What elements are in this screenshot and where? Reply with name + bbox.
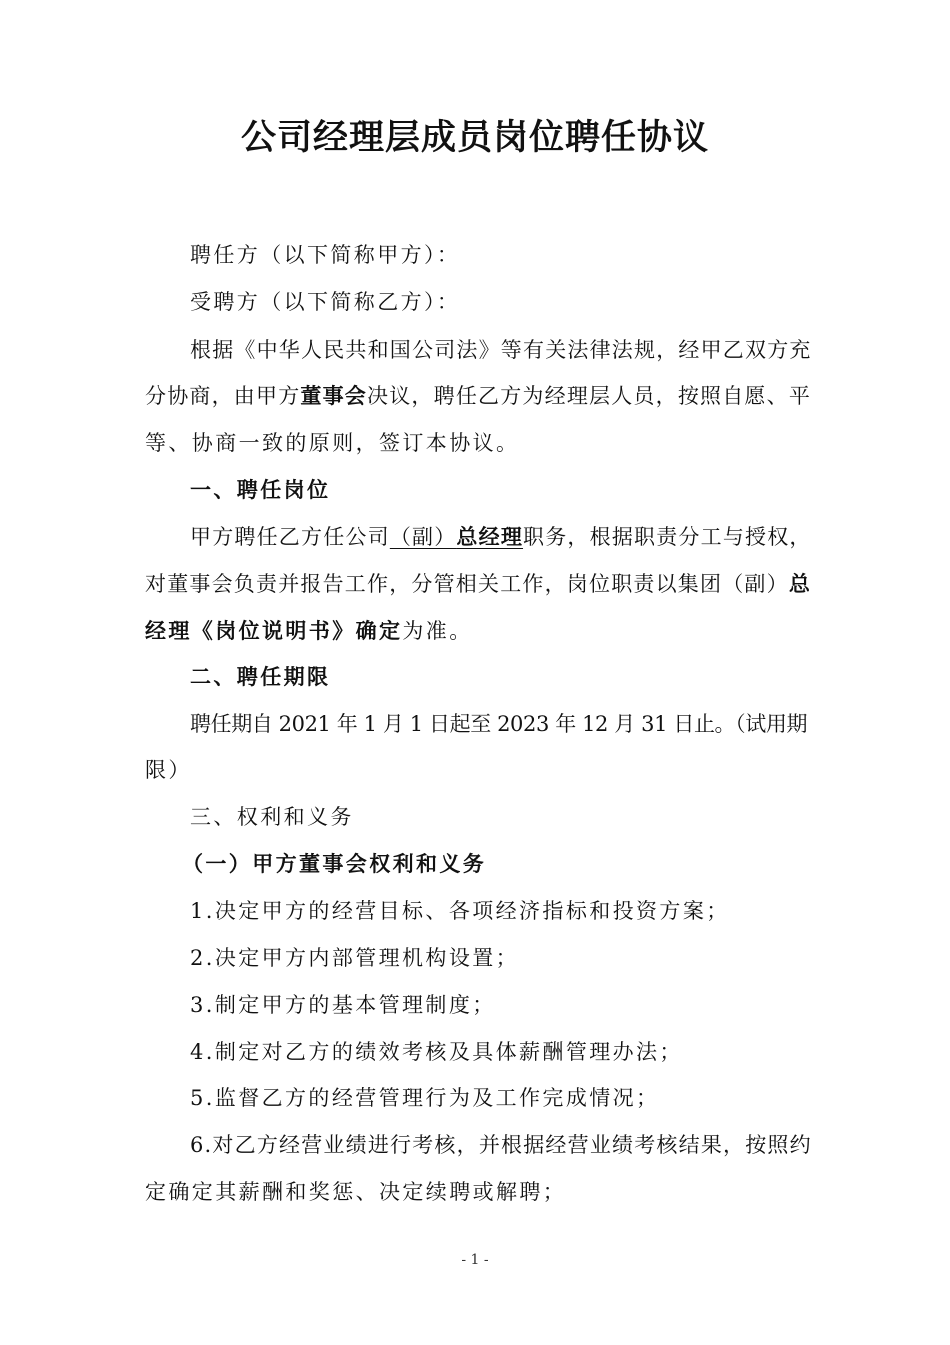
list-item: 6.对乙方经营业绩进行考核，并根据经营业绩考核结果，按照约 [190, 1133, 812, 1157]
intro-line-2 [145, 381, 811, 411]
board-term: 董事会 [300, 383, 368, 408]
job-description-reference: 经理《岗位说明书》确定 [145, 618, 403, 643]
party-b-line: 受聘方（以下简称乙方）： [190, 290, 461, 314]
term-line-1: 聘任期自 2021 年 1 月 1 日起至 2023 年 12 月 31 日止。（试用期 [190, 712, 808, 736]
list-item: 4.制定对乙方的绩效考核及具体薪酬管理办法； [190, 1040, 683, 1064]
intro-line-1: 根据《中华人民共和国公司法》等有关法律法规，经甲乙双方充 [190, 338, 812, 362]
page-number: - 1 - [461, 1252, 489, 1268]
section-3-heading: 三、权利和义务 [190, 805, 354, 829]
section-1-line-3 [145, 616, 473, 646]
document-title: 公司经理层成员岗位聘任协议 [240, 117, 709, 158]
section-2-heading: 二、聘任期限 [190, 664, 331, 689]
section-1-line-1 [190, 522, 812, 552]
term-line-2: 限） [145, 758, 192, 782]
section-1-bold: 总 [788, 571, 812, 596]
list-item: 5.监督乙方的经营管理行为及工作完成情况； [190, 1086, 660, 1110]
party-a-line: 聘任方（以下简称甲方）： [190, 243, 461, 267]
position-field [390, 525, 523, 549]
list-item-continuation: 定确定其薪酬和奖惩、决定续聘或解聘； [145, 1180, 567, 1204]
section-1-text: 为准。 [402, 619, 473, 643]
section-1-text: 甲方聘任乙方任公司 [190, 525, 390, 549]
intro-text: 决议，聘任乙方为经理层人员，按照自愿、平 [367, 384, 812, 408]
list-item: 2.决定甲方内部管理机构设置； [190, 946, 520, 970]
section-1-text: 职务，根据职责分工与授权， [523, 525, 812, 549]
position-deputy: （副） [389, 525, 457, 549]
intro-line-3: 等、协商一致的原则，签订本协议。 [145, 431, 520, 455]
position-title: 总经理 [456, 524, 524, 549]
section-1-text: 对董事会负责并报告工作，分管相关工作，岗位职责以集团（副） [145, 572, 789, 596]
list-item: 3.制定甲方的基本管理制度； [190, 993, 496, 1017]
subsection-1-heading: （一）甲方董事会权利和义务 [182, 851, 487, 876]
intro-text: 分协商，由甲方 [145, 384, 301, 408]
section-1-heading: 一、聘任岗位 [190, 477, 331, 502]
section-1-line-2 [145, 569, 811, 599]
list-item: 1.决定甲方的经营目标、各项经济指标和投资方案； [190, 899, 730, 923]
